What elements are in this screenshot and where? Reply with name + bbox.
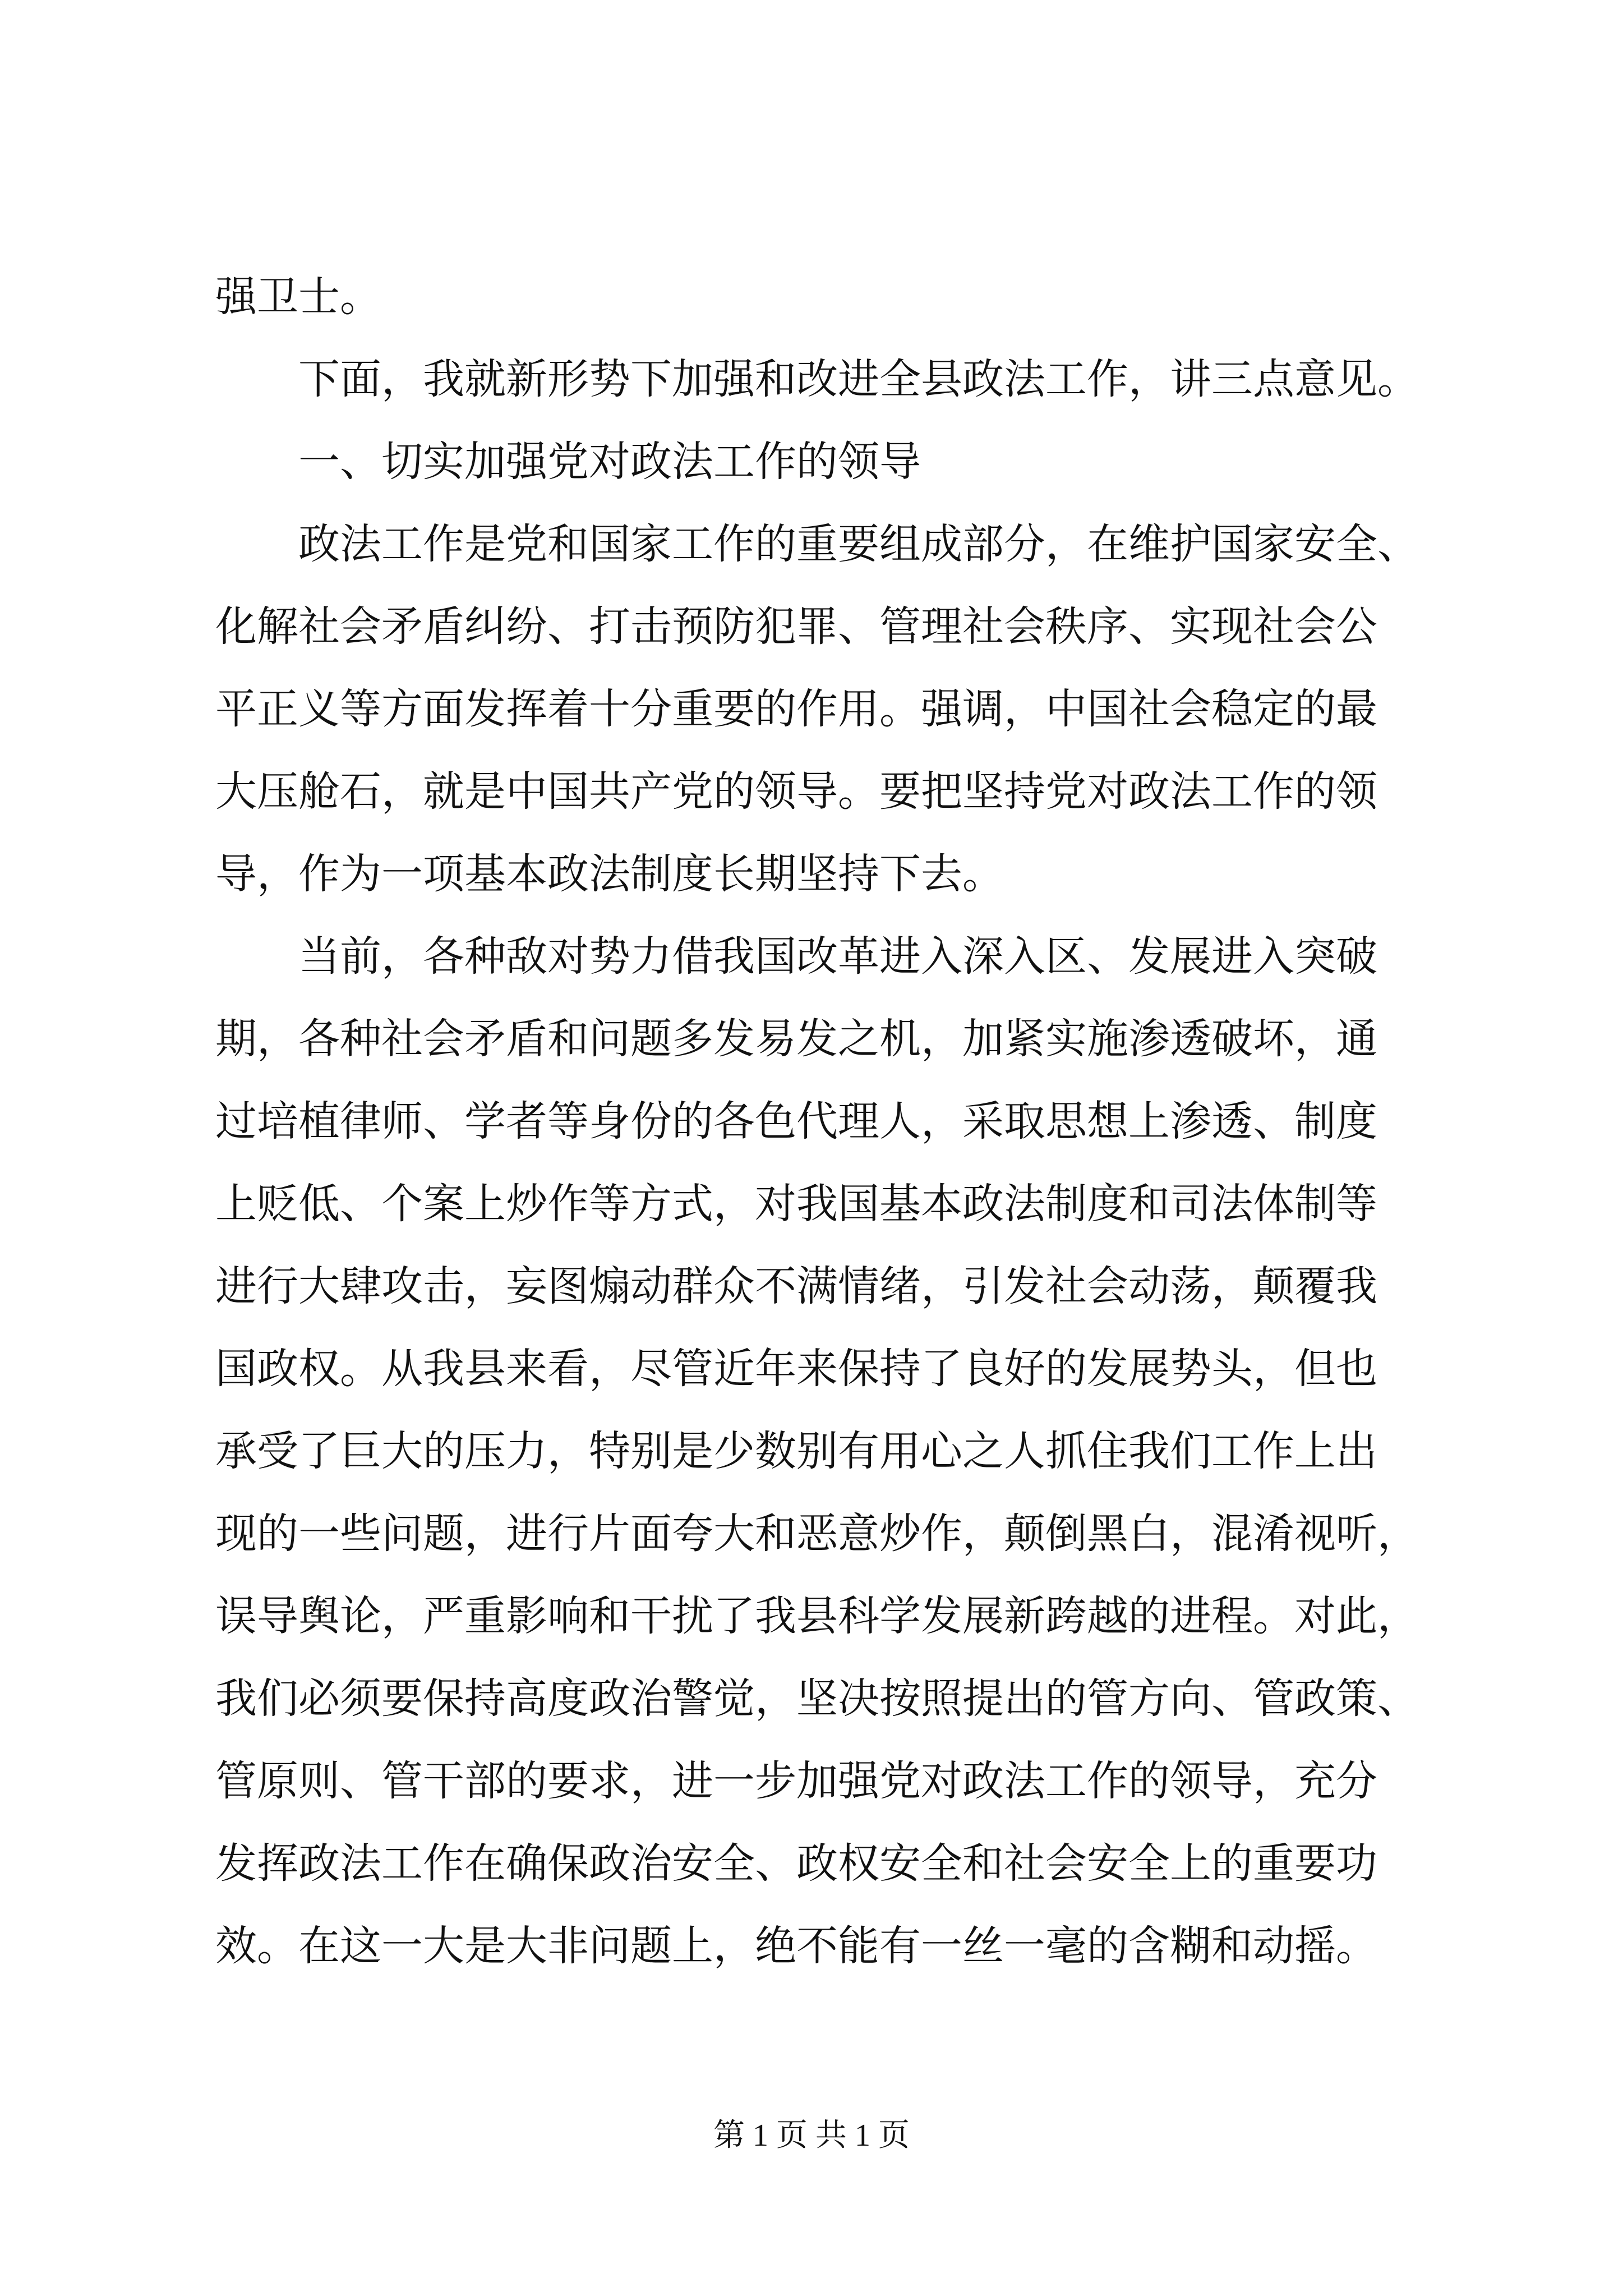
text-line: 下面，我就新形势下加强和改进全县政法工作，讲三点意见。 [298, 355, 1419, 403]
text-line: 我们必须要保持高度政治警觉，坚决按照提出的管方向、管政策、 [215, 1674, 1419, 1723]
text-line: 现的一些问题，进行片面夸大和恶意炒作，颠倒黑白，混淆视听， [215, 1510, 1419, 1558]
text-line: 平正义等方面发挥着十分重要的作用。强调，中国社会稳定的最 [215, 685, 1377, 733]
text-line: 过培植律师、学者等身份的各色代理人，采取思想上渗透、制度 [215, 1097, 1377, 1145]
text-line: 管原则、管干部的要求，进一步加强党对政法工作的领导，充分 [215, 1757, 1377, 1805]
text-line: 进行大肆攻击，妄图煽动群众不满情绪，引发社会动荡，颠覆我 [215, 1262, 1377, 1310]
text-line: 强卫士。 [215, 273, 381, 321]
text-line: 效。在这一大是大非问题上，绝不能有一丝一毫的含糊和动摇。 [215, 1922, 1377, 1970]
text-line: 导，作为一项基本政法制度长期坚持下去。 [215, 850, 1004, 898]
text-line: 化解社会矛盾纠纷、打击预防犯罪、管理社会秩序、实现社会公 [215, 602, 1377, 651]
text-line: 当前，各种敌对势力借我国改革进入深入区、发展进入突破 [298, 932, 1377, 981]
text-line: 上贬低、个案上炒作等方式，对我国基本政法制度和司法体制等 [215, 1180, 1377, 1228]
page-footer: 第 1 页 共 1 页 [713, 2118, 910, 2153]
text-line: 国政权。从我县来看，尽管近年来保持了良好的发展势头，但也 [215, 1345, 1377, 1393]
text-line: 政法工作是党和国家工作的重要组成部分，在维护国家安全、 [298, 520, 1419, 568]
section-heading: 一、切实加强党对政法工作的领导 [298, 438, 921, 486]
text-line: 期，各种社会矛盾和问题多发易发之机，加紧实施渗透破坏，通 [215, 1015, 1377, 1063]
text-line: 大压舱石，就是中国共产党的领导。要把坚持党对政法工作的领 [215, 767, 1377, 816]
text-line: 承受了巨大的压力，特别是少数别有用心之人抓住我们工作上出 [215, 1427, 1377, 1475]
text-line: 发挥政法工作在确保政治安全、政权安全和社会安全上的重要功 [215, 1839, 1377, 1888]
text-line: 误导舆论，严重影响和干扰了我县科学发展新跨越的进程。对此， [215, 1592, 1419, 1640]
